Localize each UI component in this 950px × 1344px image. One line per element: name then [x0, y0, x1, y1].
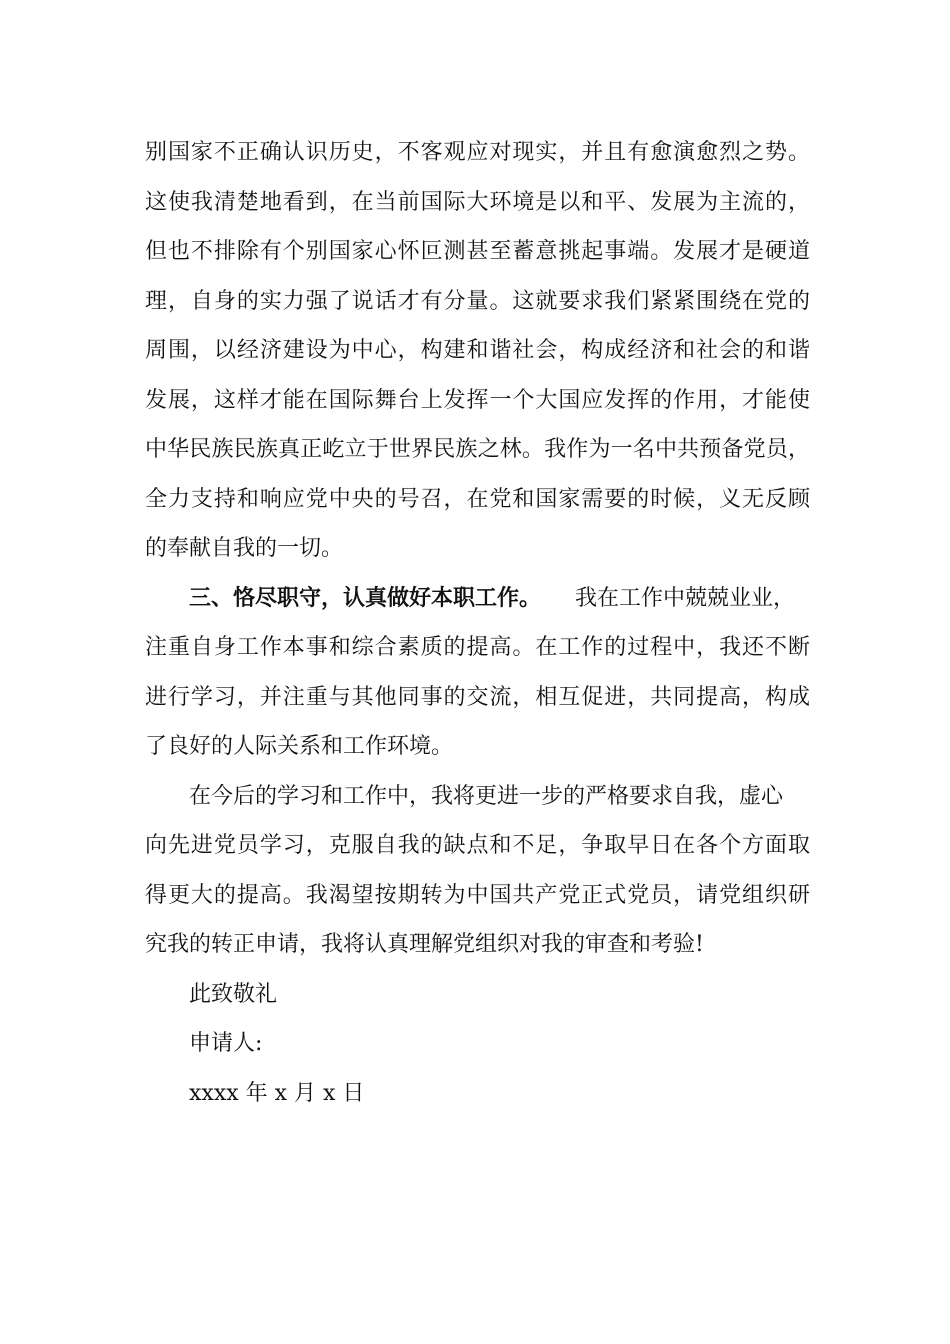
document-page	[145, 128, 810, 1118]
text-line: 周围，以经济建设为中心，构建和谐社会，构成经济和社会的和谐	[145, 338, 810, 363]
text-line: 这使我清楚地看到，在当前国际大环境是以和平、发展为主流的，	[145, 189, 810, 215]
text-line: 的奉献自我的一切。	[145, 536, 344, 561]
paragraph-international-situation	[145, 128, 810, 574]
text-line: 在今后的学习和工作中，我将更进一步的严格要求自我，虚心	[189, 783, 784, 809]
text-line: 进行学习，并注重与其他同事的交流，相互促进，共同提高，构成	[145, 684, 810, 710]
applicant-label: 申请人:	[189, 1031, 263, 1056]
text-line: 了良好的人际关系和工作环境。	[145, 734, 454, 759]
text-line: 但也不排除有个别国家心怀叵测甚至蓄意挑起事端。发展才是硬道	[145, 239, 810, 264]
text-line: 得更大的提高。我渴望按期转为中国共产党正式党员，请党组织研	[145, 882, 810, 908]
section-three	[145, 574, 810, 772]
text-line: 发展，这样才能在国际舞台上发挥一个大国应发挥的作用，才能使	[145, 387, 810, 413]
text-line: 别国家不正确认识历史，不客观应对现实，并且有愈演愈烈之势。	[145, 140, 810, 165]
text-line: 注重自身工作本事和综合素质的提高。在工作的过程中，我还不断	[145, 635, 810, 660]
section-three-first-text: 我在工作中兢兢业业，	[575, 585, 796, 611]
salutation: 此致敬礼	[189, 981, 278, 1007]
text-line: 中华民族民族真正屹立于世界民族之林。我作为一名中共预备党员，	[145, 437, 810, 462]
section-three-first-line	[145, 574, 810, 624]
paragraph-closing	[145, 772, 810, 970]
signature-block	[145, 970, 810, 1119]
text-line: 向先进党员学习，克服自我的缺点和不足，争取早日在各个方面取	[145, 833, 810, 858]
section-three-heading: 三、恪尽职守，认真做好本职工作。	[189, 584, 542, 611]
text-line: 理，自身的实力强了说话才有分量。这就要求我们紧紧围绕在党的	[145, 288, 810, 314]
text-line: 究我的转正申请，我将认真理解党组织对我的审查和考验!	[145, 932, 704, 957]
text-line: 全力支持和响应党中央的号召，在党和国家需要的时候，义无反顾	[145, 486, 810, 512]
date-line: xxxx 年 x 月 x 日	[189, 1080, 365, 1106]
